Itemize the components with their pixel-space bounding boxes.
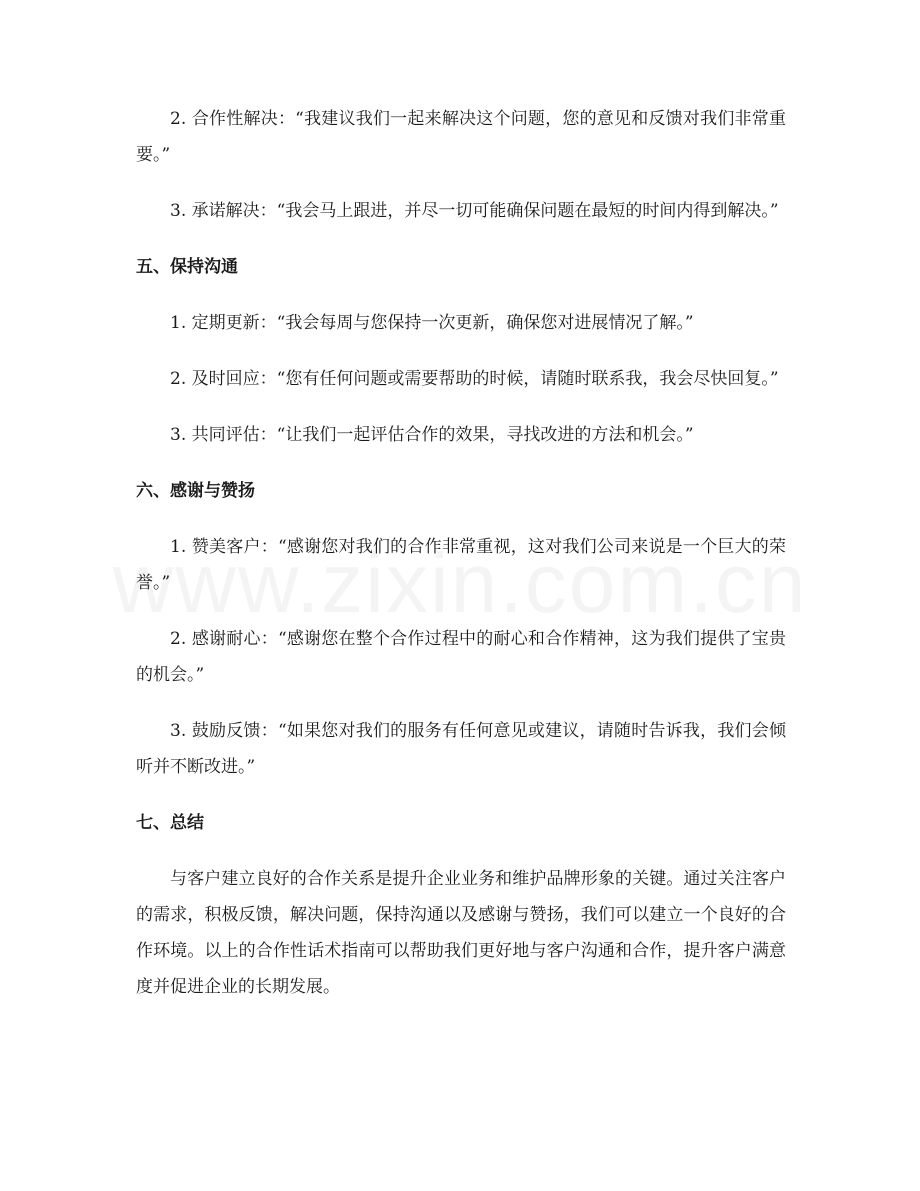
- list-item: 2. 合作性解决：“我建议我们一起来解决这个问题，您的意见和反馈对我们非常重要。”: [136, 109, 786, 165]
- list-item: 1. 赞美客户：“感谢您对我们的合作非常重视，这对我们公司来说是一个巨大的荣誉。”: [136, 537, 786, 593]
- document-body: [136, 101, 786, 1025]
- list-item: 1. 定期更新：“我会每周与您保持一次更新，确保您对进展情况了解。”: [170, 313, 694, 333]
- section-heading: 五、保持沟通: [136, 257, 238, 277]
- list-item: 3. 承诺解决：“我会马上跟进，并尽一切可能确保问题在最短的时间内得到解决。”: [170, 201, 779, 221]
- section-heading: 六、感谢与赞扬: [136, 481, 255, 501]
- section-heading: 七、总结: [136, 813, 204, 833]
- summary-paragraph: 与客户建立良好的合作关系是提升企业业务和维护品牌形象的关键。通过关注客户的需求，积极反馈，解决问题，保持沟通以及感谢与赞扬，我们可以建立一个良好的合作环境。以上的合作性话术指南可以帮助我们更好地与客户沟通和合作，提升客户满意度并促进企业的长期发展。: [136, 869, 786, 997]
- list-item: 2. 感谢耐心：“感谢您在整个合作过程中的耐心和合作精神，这为我们提供了宝贵的机会。”: [136, 629, 786, 685]
- list-item: 3. 鼓励反馈：“如果您对我们的服务有任何意见或建议，请随时告诉我，我们会倾听并不断改进。”: [136, 721, 786, 777]
- list-item: 3. 共同评估：“让我们一起评估合作的效果，寻找改进的方法和机会。”: [170, 425, 694, 445]
- list-item: 2. 及时回应：“您有任何问题或需要帮助的时候，请随时联系我，我会尽快回复。”: [170, 369, 779, 389]
